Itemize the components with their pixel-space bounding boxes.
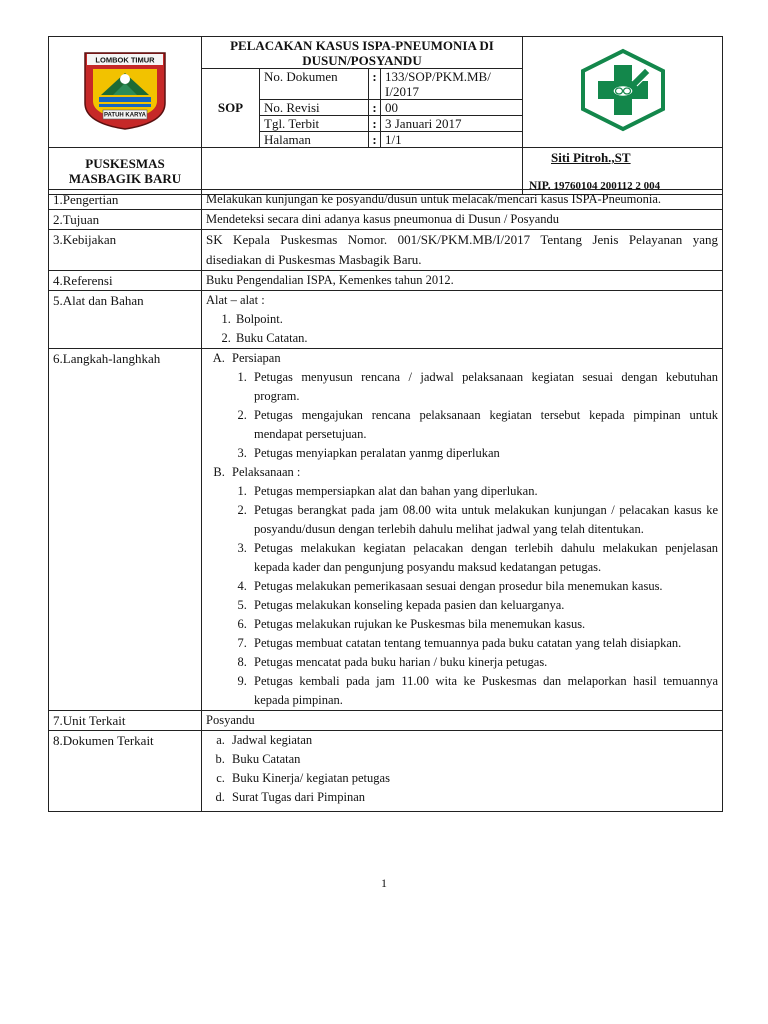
step-item: 1. Petugas menyusun rencana / jadwal pelaksanaan kegiatan sesuai dengan kebutuhan program.	[250, 368, 718, 406]
section-text: SK Kepala Puskesmas Nomor. 001/SK/PKM.MB/I/2017 Tentang Jenis Pelayanan yang disediakan di Puskesmas Masbagik Baru.	[202, 230, 723, 271]
section-body	[202, 291, 723, 349]
meta-label-terbit: Tgl. Terbit	[260, 116, 369, 132]
page-number: 1	[381, 876, 387, 890]
list-item: a. Jadwal kegiatan	[228, 731, 718, 750]
section-label: 1.Pengertian	[49, 190, 202, 210]
section-text: Buku Pengendalian ISPA, Kemenkes tahun 2012.	[202, 271, 723, 291]
list-item: 2. Buku Catatan.	[234, 329, 718, 348]
section-label: 6.Langkah-langhkah	[49, 349, 202, 711]
list-item: b. Buku Catatan	[228, 750, 718, 769]
lombok-timur-crest-icon	[79, 49, 171, 131]
section-label: 8.Dokumen Terkait	[49, 731, 202, 812]
langkah-phase-list	[206, 349, 718, 710]
puskesmas-cross-logo-icon	[575, 47, 671, 133]
signatory-name: Siti Pitroh.,ST	[551, 150, 631, 165]
meta-label-revisi: No. Revisi	[260, 100, 369, 116]
step-item: 5. Petugas melakukan konseling kepada pasien dan keluarganya.	[250, 596, 718, 615]
dokumen-list	[206, 731, 718, 807]
section-label: 3.Kebijakan	[49, 230, 202, 271]
step-item: 2. Petugas mengajukan rencana pelaksanaan kegiatan tersebut kepada pimpinan untuk mendapat persetujuan.	[250, 406, 718, 444]
document-title: PELACAKAN KASUS ISPA-PNEUMONIA DI DUSUN/POSYANDU	[202, 37, 523, 69]
sop-header-table	[48, 36, 723, 195]
meta-colon: :	[369, 100, 381, 116]
step-item: 3. Petugas melakukan kegiatan pelacakan dengan terlebih dahulu melakukan penjelasan kepada kader dan pengunjung posyandu maksud kedatangan petugas.	[250, 539, 718, 577]
puskesmas-logo-cell	[523, 37, 723, 148]
section-body	[202, 731, 723, 812]
step-item: 6. Petugas melakukan rujukan ke Puskesmas bila menemukan kasus.	[250, 615, 718, 634]
section-label: 4.Referensi	[49, 271, 202, 291]
section-row-langkah	[49, 349, 723, 711]
section-row-pengertian	[49, 190, 723, 210]
phase-title: Pelaksanaan :	[232, 465, 301, 479]
meta-colon: :	[369, 69, 381, 100]
meta-label-halaman: Halaman	[260, 132, 369, 148]
section-label: 2.Tujuan	[49, 210, 202, 230]
phase-persiapan	[228, 349, 718, 463]
section-text: Mendeteksi secara dini adanya kasus pneumonua di Dusun / Posyandu	[202, 210, 723, 230]
regency-logo-cell	[49, 37, 202, 148]
step-item: 4. Petugas melakukan pemerikasaan sesuai dengan prosedur bila menemukan kasus.	[250, 577, 718, 596]
sop-content-table	[48, 189, 723, 812]
meta-value-dokumen: 133/SOP/PKM.MB/ I/2017	[381, 69, 523, 100]
crest-top-text: LOMBOK TIMUR	[95, 55, 155, 65]
section-row-referensi	[49, 271, 723, 291]
empty-header-cell	[202, 148, 523, 195]
persiapan-steps	[210, 368, 718, 463]
meta-value-revisi: 00	[381, 100, 523, 116]
section-text: Posyandu	[202, 711, 723, 731]
meta-colon: :	[369, 132, 381, 148]
section-row-alat	[49, 291, 723, 349]
step-item: 8. Petugas mencatat pada buku harian / buku kinerja petugas.	[250, 653, 718, 672]
phase-title: Persiapan	[232, 351, 281, 365]
nip-value: 19760104 200112 2 004	[553, 180, 661, 192]
sop-label: SOP	[202, 69, 260, 148]
pelaksanaan-steps	[210, 482, 718, 710]
meta-label-dokumen: No. Dokumen	[260, 69, 369, 100]
step-item: 1. Petugas mempersiapkan alat dan bahan yang diperlukan.	[250, 482, 718, 501]
section-row-tujuan	[49, 210, 723, 230]
list-item: c. Buku Kinerja/ kegiatan petugas	[228, 769, 718, 788]
meta-value-halaman: 1/1	[381, 132, 523, 148]
organization-name: PUSKESMAS MASBAGIK BARU	[49, 148, 202, 195]
section-label: 5.Alat dan Bahan	[49, 291, 202, 349]
section-row-kebijakan	[49, 230, 723, 271]
alat-list	[206, 310, 718, 348]
list-item: d. Surat Tugas dari Pimpinan	[228, 788, 718, 807]
meta-colon: :	[369, 116, 381, 132]
phase-pelaksanaan	[228, 463, 718, 710]
section-row-unit	[49, 711, 723, 731]
alat-intro: Alat – alat :	[206, 293, 265, 307]
step-item: 3. Petugas menyiapkan peralatan yanmg diperlukan	[250, 444, 718, 463]
meta-value-terbit: 3 Januari 2017	[381, 116, 523, 132]
crest-bottom-text: PATUH KARYA	[103, 112, 147, 119]
section-body	[202, 349, 723, 711]
nip-label: NIP.	[529, 180, 551, 192]
signature-block	[523, 148, 723, 195]
section-text: Melakukan kunjungan ke posyandu/dusun untuk melacak/mencari kasus ISPA-Pneumonia.	[202, 190, 723, 210]
list-item: 1. Bolpoint.	[234, 310, 718, 329]
section-label: 7.Unit Terkait	[49, 711, 202, 731]
step-item: 2. Petugas berangkat pada jam 08.00 wita untuk melakukan kunjungan / pelacakan kasus ke posyandu/dusun dengan terlebih dahulu melihat jadwal yang telah ditentukan.	[250, 501, 718, 539]
step-item: 9. Petugas kembali pada jam 11.00 wita ke Puskesmas dan melaporkan hasil temuannya kepada pimpinan.	[250, 672, 718, 710]
section-row-dokumen	[49, 731, 723, 812]
step-item: 7. Petugas membuat catatan tentang temuannya pada buku catatan yang telah disiapkan.	[250, 634, 718, 653]
